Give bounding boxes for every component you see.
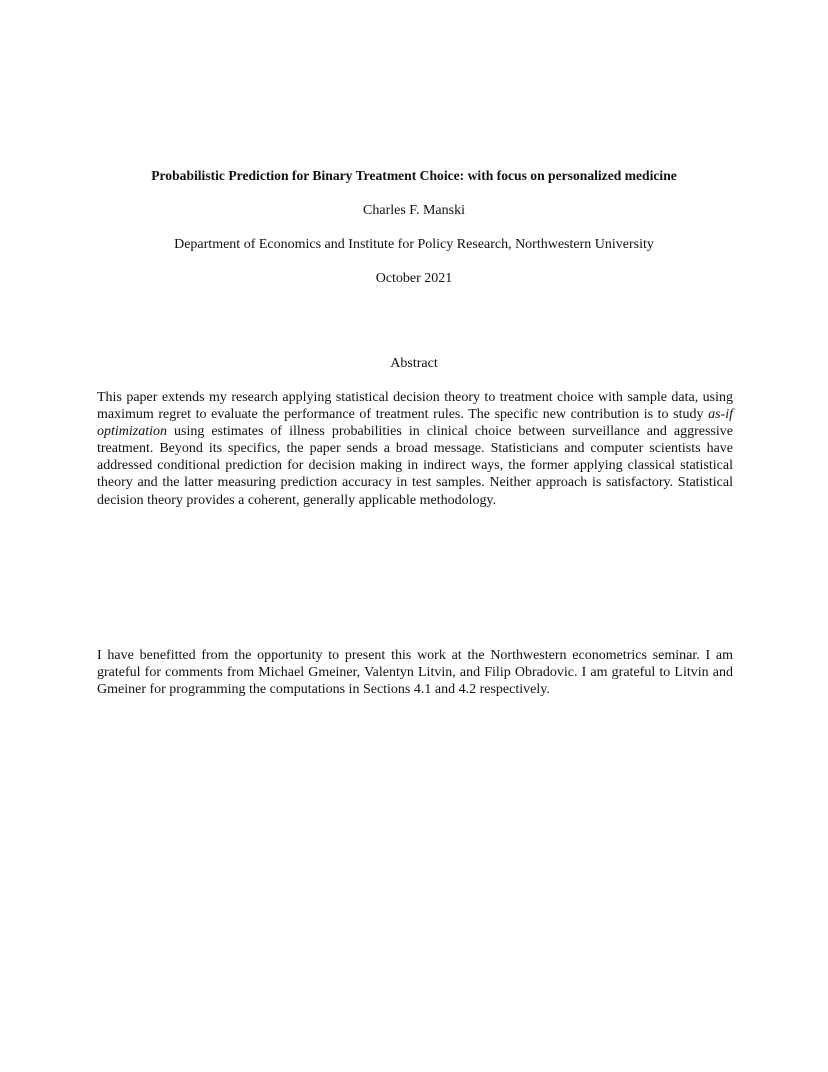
author-name: Charles F. Manski bbox=[363, 203, 465, 218]
abstract-emphasis: as-if optimization bbox=[97, 407, 733, 440]
author-affiliation: Department of Economics and Institute for Policy Research, Northwestern University bbox=[174, 237, 654, 252]
paper-title: Probabilistic Prediction for Binary Treatment Choice: with focus on personalized medicine bbox=[151, 168, 677, 183]
abstract-paragraph bbox=[97, 389, 733, 509]
paper-date: October 2021 bbox=[375, 271, 453, 286]
abstract-text-end: using estimates of illness probabilities in clinical choice between surveillance and aggressive treatment. Beyond its specifics, the paper sends a broad message. Statisticians and computer scientists have addressed conditional prediction for decision making in indirect ways, the former applying classical statistical theory and the latter measuring prediction accuracy in test samples. Neither approach is satisfactory. Statistical decision theory provides a coherent, generally applicable methodology. bbox=[97, 424, 733, 508]
acknowledgments-paragraph: I have benefitted from the opportunity to present this work at the Northwestern econometrics seminar. I am grateful for comments from Michael Gmeiner, Valentyn Litvin, and Filip Obradovic. I am grateful to Litvin and Gmeiner for programming the computations in Sections 4.1 and 4.2 respectively. bbox=[97, 648, 733, 698]
abstract-text-start: This paper extends my research applying statistical decision theory to treatment choice with sample data, using maximum regret to evaluate the performance of treatment rules. The specific new contribution is to study bbox=[97, 390, 733, 423]
abstract-heading: Abstract bbox=[390, 356, 438, 371]
